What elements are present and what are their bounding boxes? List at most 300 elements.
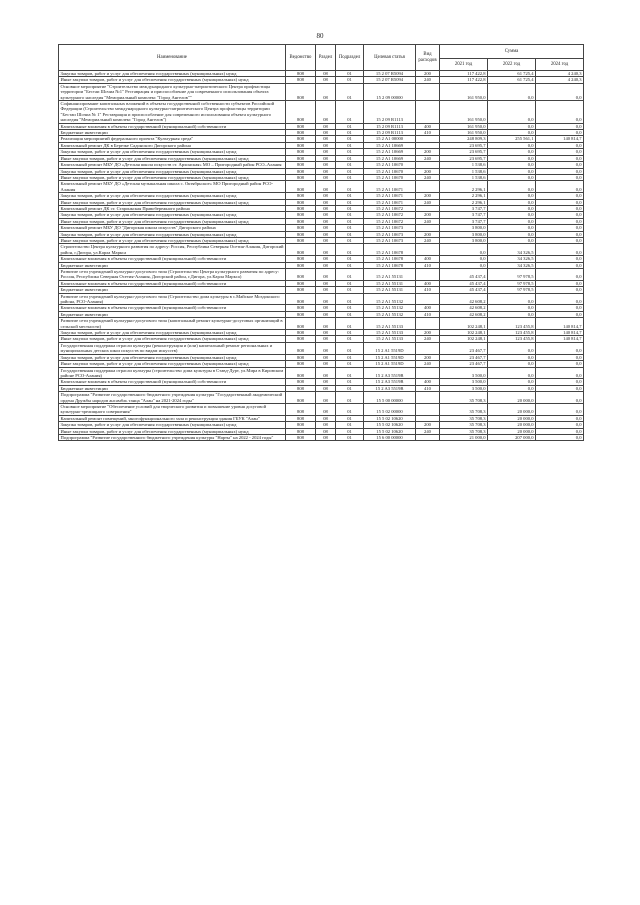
cell-sum-2021: 45 437,4	[440, 287, 488, 293]
cell-exp-type	[416, 101, 440, 124]
cell-sum-2022: 0,0	[488, 218, 536, 224]
cell-sum-2021: 0,0	[440, 262, 488, 268]
cell-name: Государственная поддержка отрасли культуры (реконструкция и (или) капитальный ремонт региональных и муниципальных детских школ искусств по видам искусств)	[59, 342, 286, 354]
cell-sum-2021: 3 500,0	[440, 379, 488, 385]
cell-sum-2024: 0,0	[536, 155, 584, 161]
cell-sum-2021: 45 437,4	[440, 280, 488, 286]
cell-exp-type: 200	[416, 231, 440, 237]
cell-sum-2022: 255 561,1	[488, 136, 536, 142]
table-row	[59, 434, 584, 440]
cell-target: 15 5 02 00000	[364, 403, 416, 415]
cell-target: 15 2 A1 10670	[364, 162, 416, 168]
cell-section: 08	[316, 361, 336, 367]
cell-sum-2021: 102 248,1	[440, 318, 488, 330]
cell-sum-2021: 1 538,6	[440, 174, 488, 180]
cell-subsection: 01	[336, 379, 364, 385]
cell-section: 08	[316, 342, 336, 354]
cell-subsection: 01	[336, 142, 364, 148]
cell-dept: 808	[286, 231, 316, 237]
cell-exp-type: 240	[416, 336, 440, 342]
cell-target: 15 2 A1 10672	[364, 212, 416, 218]
cell-sum-2024: 0,0	[536, 305, 584, 311]
cell-sum-2024: 0,0	[536, 231, 584, 237]
cell-sum-2024: 0,0	[536, 392, 584, 404]
cell-exp-type: 200	[416, 193, 440, 199]
cell-sum-2021: 161 950,0	[440, 101, 488, 124]
cell-subsection: 01	[336, 354, 364, 360]
cell-sum-2024: 0,0	[536, 225, 584, 231]
cell-sum-2021: 3 800,0	[440, 225, 488, 231]
cell-exp-type: 400	[416, 379, 440, 385]
cell-name: Иные закупки товаров, работ и услуг для обеспечения государственных (муниципальных) нужд	[59, 336, 286, 342]
cell-name: Капитальные вложения в объекты государственной (муниципальной) собственности	[59, 379, 286, 385]
cell-sum-2024: 0,0	[536, 101, 584, 124]
cell-sum-2021: 0,0	[440, 256, 488, 262]
cell-target: 15 2 A1 10673	[364, 231, 416, 237]
cell-section: 08	[316, 174, 336, 180]
cell-dept: 808	[286, 218, 316, 224]
cell-name: Закупка товаров, работ и услуг для обеспечения государственных (муниципальных) нужд	[59, 168, 286, 174]
cell-dept: 808	[286, 174, 316, 180]
table-row	[59, 293, 584, 305]
cell-target: 15 2 A1 55133	[364, 330, 416, 336]
header-section: Раздел	[316, 45, 336, 71]
cell-subsection: 01	[336, 385, 364, 391]
cell-sum-2022: 0,0	[488, 231, 536, 237]
cell-sum-2022: 0,0	[488, 225, 536, 231]
cell-name: Иные закупки товаров, работ и услуг для обеспечения государственных (муниципальных) нужд	[59, 428, 286, 434]
cell-section: 08	[316, 77, 336, 83]
cell-section: 08	[316, 136, 336, 142]
cell-sum-2024: 140 814,7	[536, 136, 584, 142]
table-row	[59, 318, 584, 330]
cell-dept: 808	[286, 256, 316, 262]
cell-sum-2022: 34 326,5	[488, 262, 536, 268]
cell-name: Иные закупки товаров, работ и услуг для обеспечения государственных (муниципальных) нужд	[59, 155, 286, 161]
cell-sum-2021: 42 608,2	[440, 311, 488, 317]
cell-exp-type	[416, 403, 440, 415]
table-row	[59, 367, 584, 379]
header-dept: Ведомство	[286, 45, 316, 71]
cell-target: 15 2 A3 5519В	[364, 379, 416, 385]
cell-name: Иные закупки товаров, работ и услуг для обеспечения государственных (муниципальных) нужд	[59, 77, 286, 83]
cell-exp-type	[416, 293, 440, 305]
cell-name: Бюджетные инвестиции	[59, 262, 286, 268]
cell-sum-2022: 0,0	[488, 305, 536, 311]
cell-sum-2024: 0,0	[536, 379, 584, 385]
cell-sum-2021: 3 500,0	[440, 367, 488, 379]
cell-section: 08	[316, 71, 336, 77]
cell-exp-type	[416, 392, 440, 404]
cell-section: 08	[316, 130, 336, 136]
cell-sum-2024: 0,0	[536, 415, 584, 421]
cell-exp-type	[416, 434, 440, 440]
cell-sum-2021: 3 800,0	[440, 237, 488, 243]
cell-dept: 808	[286, 311, 316, 317]
cell-name: Закупка товаров, работ и услуг для обеспечения государственных (муниципальных) нужд	[59, 422, 286, 428]
cell-sum-2024: 0,0	[536, 428, 584, 434]
cell-subsection: 01	[336, 225, 364, 231]
cell-sum-2024: 0,0	[536, 123, 584, 129]
cell-section: 08	[316, 287, 336, 293]
cell-target: 15 2 A3 5519В	[364, 367, 416, 379]
cell-target: 15 2 A1 10672	[364, 218, 416, 224]
cell-dept: 808	[286, 136, 316, 142]
cell-sum-2024: 0,0	[536, 142, 584, 148]
cell-subsection: 01	[336, 311, 364, 317]
table-row	[59, 83, 584, 100]
cell-subsection: 01	[336, 293, 364, 305]
cell-dept: 808	[286, 293, 316, 305]
cell-sum-2021: 2 296,1	[440, 199, 488, 205]
cell-section: 08	[316, 269, 336, 281]
cell-target: 15 2 A3 5519В	[364, 385, 416, 391]
cell-section: 08	[316, 205, 336, 211]
cell-dept: 808	[286, 342, 316, 354]
cell-sum-2021: 2 296,1	[440, 181, 488, 193]
cell-section: 08	[316, 330, 336, 336]
cell-exp-type: 240	[416, 155, 440, 161]
cell-name: Закупка товаров, работ и услуг для обеспечения государственных (муниципальных) нужд	[59, 193, 286, 199]
cell-dept: 808	[286, 244, 316, 256]
cell-exp-type	[416, 244, 440, 256]
cell-sum-2022: 0,0	[488, 193, 536, 199]
cell-sum-2024: 0,0	[536, 342, 584, 354]
cell-sum-2024: 0,0	[536, 361, 584, 367]
cell-name: Основное мероприятие "Строительство международного культурно-патриотического Центра профчастицы территории "Бестаи Шочиа №1" Реставрация и приспособление для современного использования объекта культурного наследия "Мемориальный комплекс "Город Ангелов""	[59, 83, 286, 100]
cell-name: Капитальный ремонт ДК в Березке Садонского Дигорского района	[59, 142, 286, 148]
cell-subsection: 01	[336, 136, 364, 142]
cell-subsection: 01	[336, 193, 364, 199]
cell-sum-2021: 45 437,4	[440, 269, 488, 281]
cell-exp-type: 240	[416, 361, 440, 367]
cell-sum-2024: 0,0	[536, 434, 584, 440]
cell-dept: 808	[286, 199, 316, 205]
cell-sum-2022: 0,0	[488, 199, 536, 205]
cell-section: 08	[316, 367, 336, 379]
cell-target: 15 2 A1 55133	[364, 318, 416, 330]
cell-sum-2021: 161 950,0	[440, 130, 488, 136]
cell-section: 08	[316, 428, 336, 434]
cell-sum-2022: 0,0	[488, 83, 536, 100]
cell-sum-2024: 0,0	[536, 237, 584, 243]
cell-dept: 808	[286, 77, 316, 83]
cell-subsection: 01	[336, 130, 364, 136]
cell-sum-2022: 34 326,5	[488, 256, 536, 262]
cell-sum-2022: 0,0	[488, 367, 536, 379]
cell-target: 15 2 A1 10671	[364, 199, 416, 205]
header-year-2022: 2022 год	[488, 59, 536, 71]
cell-target: 15 2 A1 55132	[364, 305, 416, 311]
cell-dept: 808	[286, 385, 316, 391]
cell-target: 15 2 09 00000	[364, 83, 416, 100]
cell-exp-type: 200	[416, 71, 440, 77]
cell-target: 15 2 A1 10670	[364, 168, 416, 174]
cell-sum-2022: 0,0	[488, 162, 536, 168]
cell-section: 08	[316, 293, 336, 305]
cell-sum-2021: 21 000,0	[440, 434, 488, 440]
cell-name: Капитальный ремонт ДК ст. Старонкская Правобережного района	[59, 205, 286, 211]
cell-dept: 808	[286, 162, 316, 168]
cell-name: Государственная поддержка отрасли культуры (строительство дома культуры в Ставд-Дурт, ул.Мира в Кировском районе РСО-Алания)	[59, 367, 286, 379]
cell-dept: 808	[286, 422, 316, 428]
cell-section: 08	[316, 379, 336, 385]
cell-exp-type: 200	[416, 168, 440, 174]
cell-sum-2022: 207 000,0	[488, 434, 536, 440]
cell-sum-2022: 0,0	[488, 311, 536, 317]
cell-sum-2022: 97 978,5	[488, 287, 536, 293]
cell-sum-2022: 0,0	[488, 385, 536, 391]
cell-name: Иные закупки товаров, работ и услуг для обеспечения государственных (муниципальных) нужд	[59, 218, 286, 224]
cell-target: 15 2 A1 10673	[364, 237, 416, 243]
cell-subsection: 01	[336, 205, 364, 211]
page-number: 80	[316, 32, 324, 40]
cell-sum-2021: 35 708,3	[440, 422, 488, 428]
cell-dept: 808	[286, 367, 316, 379]
header-year-2024: 2024 год	[536, 59, 584, 71]
cell-target: 15 2 A1 55131	[364, 280, 416, 286]
cell-target: 15 2 A1 55131	[364, 287, 416, 293]
cell-exp-type	[416, 269, 440, 281]
cell-sum-2024: 4 240,3	[536, 77, 584, 83]
cell-sum-2021: 23 467,7	[440, 361, 488, 367]
cell-target: 15 2 07 R5094	[364, 77, 416, 83]
cell-exp-type: 400	[416, 256, 440, 262]
cell-target: 15 6 00 00000	[364, 434, 416, 440]
cell-subsection: 01	[336, 428, 364, 434]
cell-target: 15 2 09 R1113	[364, 101, 416, 124]
cell-sum-2022: 123 455,8	[488, 330, 536, 336]
cell-sum-2022: 20 000,0	[488, 392, 536, 404]
cell-sum-2024: 0,0	[536, 422, 584, 428]
cell-section: 08	[316, 142, 336, 148]
cell-target: 15 2 A1 10672	[364, 205, 416, 211]
cell-exp-type: 400	[416, 305, 440, 311]
cell-subsection: 01	[336, 361, 364, 367]
cell-subsection: 01	[336, 342, 364, 354]
cell-name: Закупка товаров, работ и услуг для обеспечения государственных (муниципальных) нужд	[59, 149, 286, 155]
cell-sum-2024: 140 814,7	[536, 330, 584, 336]
cell-sum-2024: 0,0	[536, 269, 584, 281]
cell-subsection: 01	[336, 123, 364, 129]
cell-section: 08	[316, 311, 336, 317]
cell-name: Бюджетные инвестиции	[59, 311, 286, 317]
cell-subsection: 01	[336, 71, 364, 77]
cell-dept: 808	[286, 262, 316, 268]
cell-sum-2022: 20 000,0	[488, 415, 536, 421]
cell-sum-2021: 23 695,7	[440, 149, 488, 155]
cell-sum-2021: 42 608,2	[440, 293, 488, 305]
cell-sum-2022: 0,0	[488, 101, 536, 124]
cell-target: 15 2 A1 55131	[364, 269, 416, 281]
cell-dept: 808	[286, 83, 316, 100]
cell-exp-type: 400	[416, 280, 440, 286]
cell-target: 15 5 02 10620	[364, 428, 416, 434]
cell-sum-2024: 0,0	[536, 174, 584, 180]
cell-section: 08	[316, 162, 336, 168]
cell-name: Капитальный ремонт МБУ ДО «Детская музыкальная школа с. Октябрьское» МО Пригородный район РСО-Алания	[59, 181, 286, 193]
cell-dept: 808	[286, 428, 316, 434]
cell-subsection: 01	[336, 269, 364, 281]
cell-sum-2022: 20 000,0	[488, 422, 536, 428]
cell-dept: 808	[286, 71, 316, 77]
cell-sum-2021: 117 422,8	[440, 71, 488, 77]
cell-section: 08	[316, 83, 336, 100]
cell-dept: 808	[286, 434, 316, 440]
table-row	[59, 403, 584, 415]
header-target: Целевая статья	[364, 45, 416, 71]
cell-name: Строительство Центра культурного развития по адресу: Россия, Республика Северная Осетия-Алания, Дигорский район, г.Дигора, ул.Карла Маркса	[59, 244, 286, 256]
cell-sum-2022: 61 725,4	[488, 71, 536, 77]
cell-name: Иные закупки товаров, работ и услуг для обеспечения государственных (муниципальных) нужд	[59, 361, 286, 367]
cell-dept: 808	[286, 305, 316, 311]
cell-name: Закупка товаров, работ и услуг для обеспечения государственных (муниципальных) нужд	[59, 354, 286, 360]
cell-sum-2021: 248 809,3	[440, 136, 488, 142]
cell-target: 15 2 A1 55133	[364, 336, 416, 342]
cell-section: 08	[316, 155, 336, 161]
cell-dept: 808	[286, 287, 316, 293]
cell-subsection: 01	[336, 287, 364, 293]
cell-target: 15 2 A1 5519D	[364, 354, 416, 360]
cell-sum-2024: 4 240,3	[536, 71, 584, 77]
cell-name: Капитальные вложения в объекты государственной (муниципальной) собственности	[59, 123, 286, 129]
cell-target: 15 2 A1 55132	[364, 293, 416, 305]
cell-exp-type: 200	[416, 330, 440, 336]
cell-sum-2022: 0,0	[488, 342, 536, 354]
cell-sum-2021: 1 538,6	[440, 168, 488, 174]
cell-section: 08	[316, 422, 336, 428]
cell-sum-2024: 0,0	[536, 262, 584, 268]
cell-sum-2024: 0,0	[536, 212, 584, 218]
cell-subsection: 01	[336, 280, 364, 286]
table-row	[59, 392, 584, 404]
cell-dept: 808	[286, 149, 316, 155]
cell-sum-2024: 0,0	[536, 354, 584, 360]
cell-sum-2024: 0,0	[536, 367, 584, 379]
cell-sum-2021: 161 950,0	[440, 123, 488, 129]
cell-dept: 808	[286, 155, 316, 161]
cell-section: 08	[316, 415, 336, 421]
cell-target: 15 2 A1 10669	[364, 155, 416, 161]
cell-dept: 808	[286, 101, 316, 124]
cell-target: 15 2 A1 55132	[364, 311, 416, 317]
cell-subsection: 01	[336, 318, 364, 330]
cell-sum-2024: 140 814,7	[536, 336, 584, 342]
cell-section: 08	[316, 212, 336, 218]
cell-target: 15 5 02 10620	[364, 422, 416, 428]
cell-target: 15 2 A1 10671	[364, 193, 416, 199]
cell-sum-2022: 97 978,5	[488, 280, 536, 286]
cell-sum-2022: 97 978,5	[488, 269, 536, 281]
cell-sum-2024: 0,0	[536, 293, 584, 305]
cell-sum-2024: 0,0	[536, 193, 584, 199]
cell-dept: 808	[286, 318, 316, 330]
cell-sum-2022: 0,0	[488, 361, 536, 367]
cell-dept: 808	[286, 392, 316, 404]
cell-name: Закупка товаров, работ и услуг для обеспечения государственных (муниципальных) нужд	[59, 212, 286, 218]
cell-name: Капитальный ремонт МБУ ДО «Детская школа искусств ст. Архонская» МО – Пригородный район РСО–Алания	[59, 162, 286, 168]
cell-sum-2022: 0,0	[488, 379, 536, 385]
cell-name: Закупка товаров, работ и услуг для обеспечения государственных (муниципальных) нужд	[59, 330, 286, 336]
cell-target: 15 2 A1 10669	[364, 149, 416, 155]
cell-sum-2022: 0,0	[488, 205, 536, 211]
cell-sum-2021: 161 950,0	[440, 83, 488, 100]
cell-sum-2022: 0,0	[488, 293, 536, 305]
cell-subsection: 01	[336, 199, 364, 205]
cell-sum-2022: 0,0	[488, 212, 536, 218]
header-exp-type: Вид расходов	[416, 45, 440, 71]
cell-name: Иные закупки товаров, работ и услуг для обеспечения государственных (муниципальных) нужд	[59, 174, 286, 180]
cell-sum-2022: 0,0	[488, 174, 536, 180]
cell-exp-type	[416, 83, 440, 100]
cell-exp-type: 240	[416, 77, 440, 83]
cell-sum-2021: 3 747,7	[440, 212, 488, 218]
cell-subsection: 01	[336, 181, 364, 193]
cell-subsection: 01	[336, 212, 364, 218]
cell-name: Иные закупки товаров, работ и услуг для обеспечения государственных (муниципальных) нужд	[59, 199, 286, 205]
cell-exp-type: 240	[416, 428, 440, 434]
cell-section: 08	[316, 305, 336, 311]
cell-target: 15 2 A1 00000	[364, 136, 416, 142]
cell-section: 08	[316, 168, 336, 174]
cell-sum-2024: 0,0	[536, 181, 584, 193]
cell-dept: 808	[286, 142, 316, 148]
cell-subsection: 01	[336, 392, 364, 404]
cell-sum-2022: 0,0	[488, 155, 536, 161]
cell-dept: 808	[286, 415, 316, 421]
cell-name: Капитальные вложения в объекты государственной (муниципальной) собственности	[59, 280, 286, 286]
cell-name: Бюджетные инвестиции	[59, 385, 286, 391]
cell-sum-2021: 1 538,6	[440, 162, 488, 168]
cell-exp-type: 200	[416, 422, 440, 428]
cell-sum-2022: 0,0	[488, 237, 536, 243]
cell-subsection: 01	[336, 231, 364, 237]
cell-section: 08	[316, 354, 336, 360]
cell-section: 08	[316, 149, 336, 155]
cell-sum-2021: 35 708,3	[440, 403, 488, 415]
cell-sum-2021: 2 296,1	[440, 193, 488, 199]
cell-sum-2021: 23 695,7	[440, 142, 488, 148]
cell-name: Основное мероприятие "Обеспечение условий для творческого развития и повышение уровня досуговой культурно-зрелищного совершения"	[59, 403, 286, 415]
header-year-2021: 2021 год	[440, 59, 488, 71]
cell-name: Закупка товаров, работ и услуг для обеспечения государственных (муниципальных) нужд	[59, 71, 286, 77]
cell-exp-type: 240	[416, 218, 440, 224]
cell-sum-2024: 0,0	[536, 403, 584, 415]
cell-subsection: 01	[336, 336, 364, 342]
cell-name: Развитие сети учреждений культурно-досугового типа (капитальный ремонт культурно-досуговых организаций в сельской местности)	[59, 318, 286, 330]
table-row	[59, 342, 584, 354]
cell-sum-2021: 3 747,7	[440, 218, 488, 224]
cell-sum-2024: 0,0	[536, 199, 584, 205]
cell-exp-type: 410	[416, 311, 440, 317]
cell-subsection: 01	[336, 174, 364, 180]
cell-subsection: 01	[336, 434, 364, 440]
cell-exp-type: 240	[416, 174, 440, 180]
cell-target: 15 2 A1 10678	[364, 256, 416, 262]
cell-subsection: 01	[336, 256, 364, 262]
cell-dept: 808	[286, 212, 316, 218]
cell-exp-type	[416, 367, 440, 379]
cell-sum-2022: 0,0	[488, 142, 536, 148]
cell-section: 08	[316, 392, 336, 404]
cell-target: 15 2 A1 10669	[364, 142, 416, 148]
cell-exp-type: 240	[416, 199, 440, 205]
cell-dept: 808	[286, 168, 316, 174]
cell-section: 08	[316, 385, 336, 391]
cell-sum-2021: 35 708,3	[440, 392, 488, 404]
cell-sum-2022: 0,0	[488, 123, 536, 129]
cell-subsection: 01	[336, 168, 364, 174]
